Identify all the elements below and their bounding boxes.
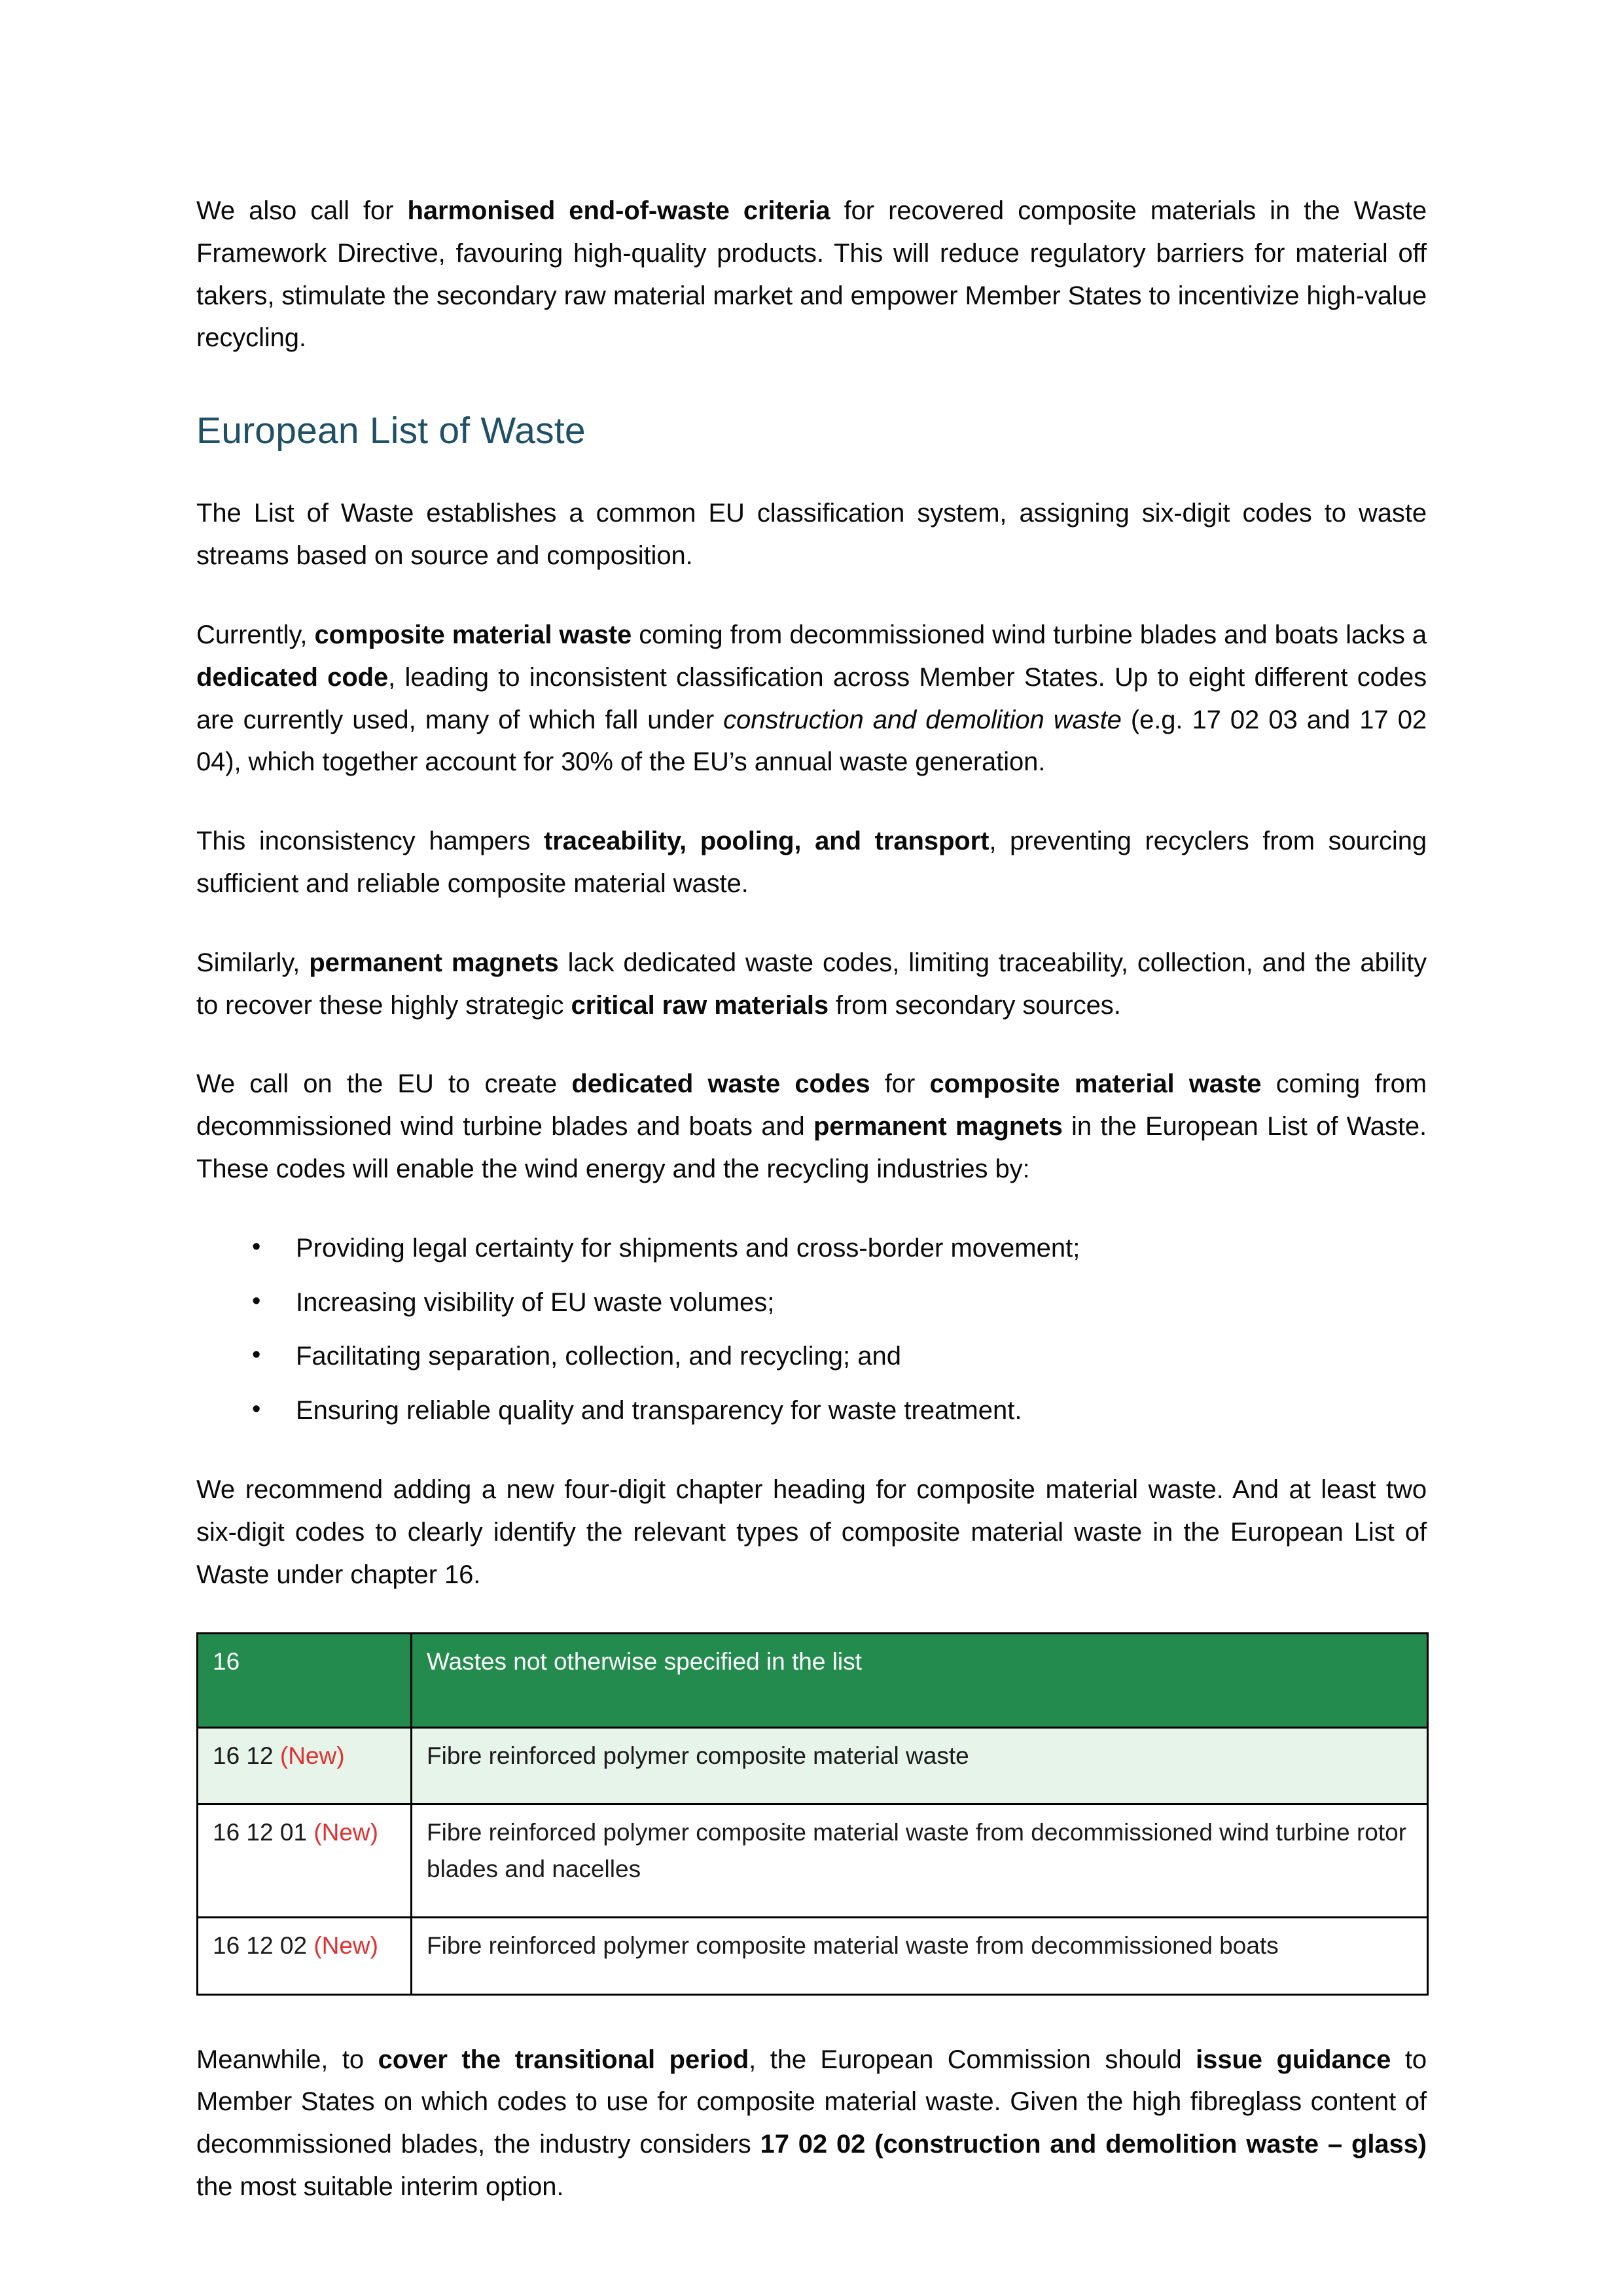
text-segment: for — [870, 1069, 930, 1099]
table-header-description: Wastes not otherwise specified in the list — [412, 1634, 1428, 1727]
bullet-marker-icon: • — [252, 1232, 261, 1261]
italic-construction-demolition-waste: construction and demolition waste — [723, 705, 1122, 734]
paragraph-permanent-magnets — [196, 942, 1427, 1027]
bullet-marker-icon: • — [252, 1287, 261, 1315]
table-row — [198, 1727, 1428, 1804]
text-segment: , preventing recyclers from sourcing sufficient and reliable composite material waste. — [196, 827, 1427, 899]
table-header-row — [198, 1634, 1428, 1727]
document-content — [196, 190, 1427, 2208]
table-cell-code — [198, 1727, 412, 1804]
list-item-label: Facilitating separation, collection, and recycling; and — [296, 1342, 901, 1371]
new-badge: (New) — [313, 1818, 378, 1846]
table-cell-description: Fibre reinforced polymer composite material waste from decommissioned boats — [412, 1918, 1428, 1994]
bold-composite-material-waste-2: composite material waste — [929, 1069, 1262, 1099]
text-segment: Meanwhile, to — [196, 2045, 378, 2074]
text-segment: , leading to inconsistent classification across Member States. Up to eight different codes are currently used, many of which fall under — [196, 662, 1427, 734]
benefits-bullet-list — [196, 1227, 1427, 1432]
text-segment: coming from decommissioned wind turbine blades and boats and — [196, 1069, 1427, 1141]
list-item-label: Providing legal certainty for shipments and cross-border movement; — [296, 1233, 1080, 1263]
text-segment: lack dedicated waste codes, limiting traceability, collection, and the ability to recover these highly strategic — [196, 948, 1427, 1020]
heading-european-list-of-waste: European List of Waste — [196, 410, 586, 452]
waste-code-value: 16 12 01 — [213, 1818, 314, 1846]
list-item — [196, 1390, 1427, 1432]
list-item — [196, 1282, 1427, 1324]
bold-permanent-magnets-2: permanent magnets — [813, 1112, 1063, 1141]
table-cell-code — [198, 1804, 412, 1917]
bold-code-17-02-02: 17 02 02 (construction and demolition waste – glass) — [760, 2130, 1427, 2159]
list-item — [196, 1335, 1427, 1378]
table-cell-description: Fibre reinforced polymer composite material waste — [412, 1727, 1428, 1804]
new-badge: (New) — [313, 1932, 378, 1960]
text-segment: the most suitable interim option. — [196, 2172, 564, 2201]
bold-traceability-pooling-transport: traceability, pooling, and transport — [543, 827, 990, 856]
bold-composite-material-waste: composite material waste — [314, 620, 632, 650]
bold-dedicated-code: dedicated code — [196, 662, 389, 692]
table-row — [198, 1804, 1428, 1917]
table-cell-code — [198, 1918, 412, 1994]
bold-harmonised-criteria: harmonised end-of-waste criteria — [407, 196, 830, 225]
text-segment: This inconsistency hampers — [196, 827, 544, 856]
text-segment: Currently, — [196, 620, 315, 650]
text-segment: (e.g. 17 02 03 and 17 02 04), which together account for 30% of the EU’s annual waste generation. — [196, 705, 1427, 777]
text-segment: We also call for — [196, 196, 408, 225]
text-segment: , the European Commission should — [749, 2045, 1196, 2074]
bold-critical-raw-materials: critical raw materials — [571, 990, 829, 1020]
waste-code-value: 16 12 — [213, 1742, 280, 1769]
bold-issue-guidance: issue guidance — [1196, 2045, 1391, 2074]
bold-dedicated-waste-codes: dedicated waste codes — [571, 1069, 870, 1099]
paragraph-current-classification — [196, 614, 1427, 783]
text-segment: from secondary sources. — [829, 990, 1121, 1020]
waste-code-table-wrapper — [196, 1632, 1427, 1995]
paragraph-transitional-period-guidance — [196, 2039, 1427, 2208]
paragraph-call-for-dedicated-codes — [196, 1063, 1427, 1190]
text-segment: coming from decommissioned wind turbine blades and boats lacks a — [632, 620, 1427, 650]
table-header-code: 16 — [198, 1634, 412, 1727]
table-cell-description: Fibre reinforced polymer composite material waste from decommissioned wind turbine rotor blades and nacelles — [412, 1804, 1428, 1917]
text-segment: We call on the EU to create — [196, 1069, 572, 1099]
bullet-marker-icon: • — [252, 1341, 261, 1369]
paragraph-end-of-waste-criteria — [196, 190, 1427, 359]
waste-code-table — [196, 1632, 1429, 1995]
text-segment: to Member States on which codes to use for composite material waste. Given the high fibreglass content of decommissioned blades, the industry considers — [196, 2045, 1427, 2159]
new-badge: (New) — [279, 1742, 345, 1769]
bold-cover-transitional-period: cover the transitional period — [378, 2045, 749, 2074]
list-item-label: Ensuring reliable quality and transparency for waste treatment. — [296, 1396, 1022, 1426]
text-segment: Similarly, — [196, 948, 310, 977]
text-segment: for recovered composite materials in the Waste Framework Directive, favouring high-quality products. This will reduce regulatory barriers for material off takers, stimulate the secondary raw material market and empower Member States to incentivize high-value recycling. — [196, 196, 1427, 353]
bold-permanent-magnets: permanent magnets — [309, 948, 559, 977]
text-segment: in the European List of Waste. These codes will enable the wind energy and the recycling industries by: — [196, 1112, 1427, 1183]
table-row — [198, 1918, 1428, 1994]
paragraph-recommendation-chapter-16: We recommend adding a new four-digit chapter heading for composite material waste. And at least two six-digit codes to clearly identify the relevant types of composite material waste in the European List of Waste under chapter 16. — [196, 1475, 1427, 1589]
waste-code-value: 16 12 02 — [213, 1932, 314, 1960]
list-item-label: Increasing visibility of EU waste volumes; — [296, 1287, 775, 1317]
paragraph-traceability-inconsistency — [196, 820, 1427, 905]
list-item — [196, 1227, 1427, 1270]
paragraph-list-of-waste-definition: The List of Waste establishes a common EU classification system, assigning six-digit codes to waste streams based on source and composition. — [196, 499, 1427, 571]
bullet-marker-icon: • — [252, 1395, 261, 1424]
